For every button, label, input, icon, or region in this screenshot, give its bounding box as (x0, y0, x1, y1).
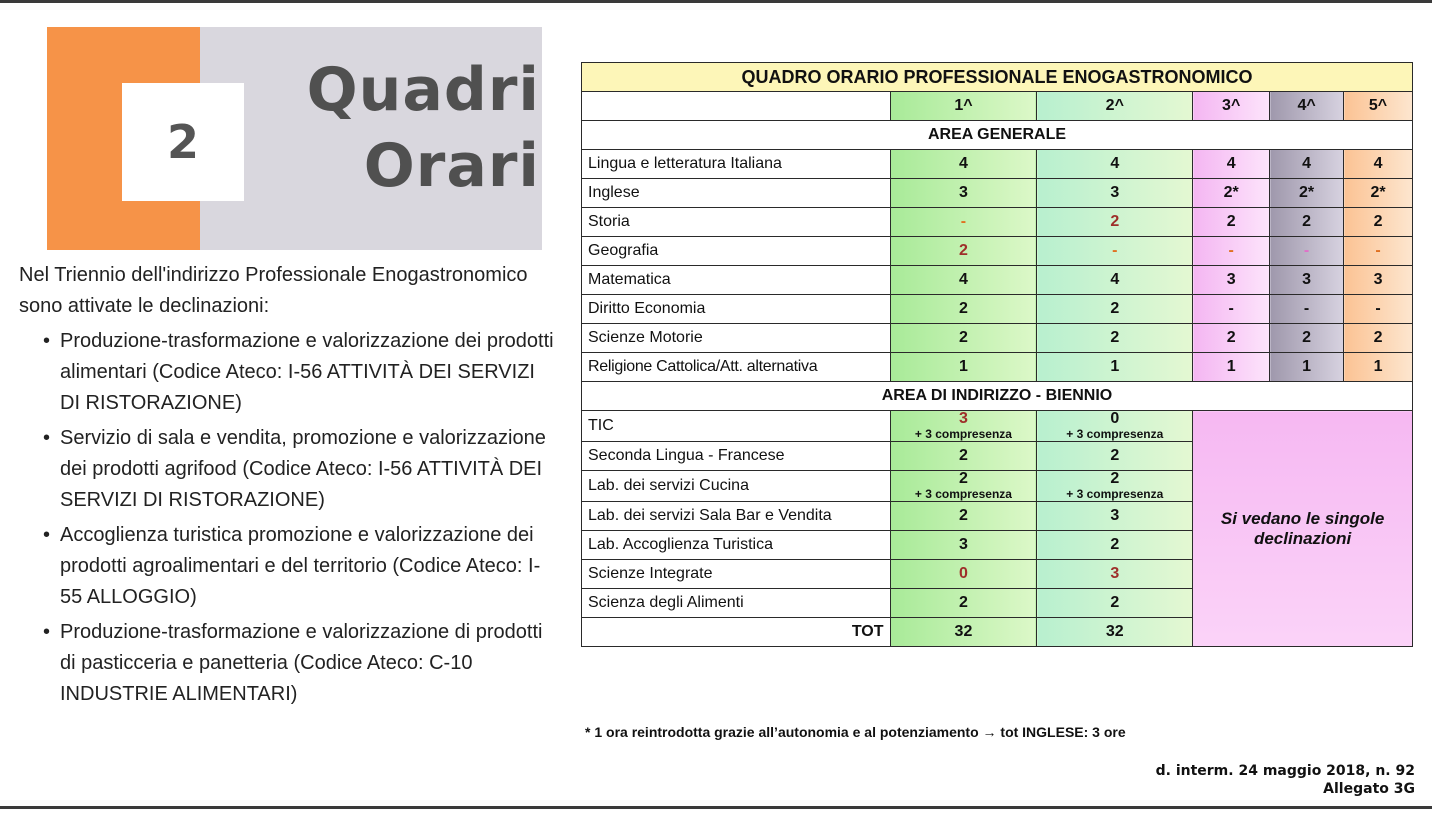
page-title (307, 52, 540, 204)
year-header-row (582, 92, 1413, 121)
hours-cell: 4 (890, 150, 1037, 179)
hours-cell (890, 411, 1037, 442)
compresenza-note: + 3 compresenza (914, 427, 1012, 441)
hours-cell (890, 471, 1037, 502)
hours-cell: 2 (890, 502, 1037, 531)
subject-cell: Scienza degli Alimenti (582, 589, 891, 618)
year-5-header: 5^ (1344, 92, 1413, 121)
intro-text: Nel Triennio dell'indirizzo Professionale Enogastronomico sono attivate le declinazioni: (19, 264, 528, 317)
subject-cell: Religione Cattolica/Att. alternativa (582, 353, 891, 382)
hours-value: 2 (1110, 470, 1120, 487)
hours-cell: 2 (1344, 324, 1413, 353)
hours-cell: 1 (1344, 353, 1413, 382)
footnote: * 1 ora reintrodotta grazie all’autonomia e al potenziamento → tot INGLESE: 3 ore (585, 724, 1126, 740)
declinazioni-note-line-1: Si vedano le singole (1220, 508, 1385, 528)
subject-cell: Scienze Motorie (582, 324, 891, 353)
section-indirizzo-label: AREA DI INDIRIZZO - BIENNIO (582, 382, 1413, 411)
subject-cell: Lab. Accoglienza Turistica (582, 531, 891, 560)
hours-cell: 2 (890, 324, 1037, 353)
hours-cell: 1 (1037, 353, 1193, 382)
hours-cell: - (1193, 237, 1270, 266)
table-row (582, 353, 1413, 382)
title-line-1: Quadri (306, 55, 540, 125)
subject-cell: Lab. dei servizi Cucina (582, 471, 891, 502)
declinazioni-list (40, 326, 560, 714)
hours-cell: 2 (1037, 442, 1193, 471)
list-item-text: Accoglienza turistica promozione e valorizzazione dei prodotti agroalimentari e del territorio (Codice Ateco: I-55 ALLOGGIO) (60, 524, 541, 608)
hours-cell: 2 (1193, 324, 1270, 353)
hours-cell: 0 (890, 560, 1037, 589)
hours-cell: 3 (890, 179, 1037, 208)
tot-cell: 32 (1037, 618, 1193, 647)
source-reference (1156, 762, 1415, 798)
hours-cell: - (1344, 237, 1413, 266)
top-rule (0, 0, 1432, 3)
subject-cell: TIC (582, 411, 891, 442)
hours-cell: - (1270, 295, 1344, 324)
hours-cell: 2 (1344, 208, 1413, 237)
hours-value: 2 (958, 470, 968, 487)
source-line-1: d. interm. 24 maggio 2018, n. 92 (1155, 763, 1415, 779)
table-row (582, 208, 1413, 237)
table-row (582, 266, 1413, 295)
year-1-header: 1^ (890, 92, 1037, 121)
bullet-icon: • (43, 330, 51, 352)
year-3-header: 3^ (1193, 92, 1270, 121)
list-item-text: Servizio di sala e vendita, promozione e valorizzazione dei prodotti agrifood (Codice Ateco: I-56 ATTIVITÀ DEI SERVIZI DI RISTORAZIONE) (60, 427, 546, 511)
list-item (40, 326, 560, 419)
table-row (582, 411, 1413, 442)
schedule-table (581, 62, 1413, 647)
section-number: 2 (122, 83, 244, 201)
hours-cell: 2 (1037, 324, 1193, 353)
source-line-2: Allegato 3G (1323, 781, 1415, 797)
subject-cell: Lingua e letteratura Italiana (582, 150, 891, 179)
hours-cell: 3 (1193, 266, 1270, 295)
year-4-header: 4^ (1270, 92, 1344, 121)
subject-cell: Matematica (582, 266, 891, 295)
compresenza-note: + 3 compresenza (1066, 427, 1164, 441)
compresenza-note: + 3 compresenza (914, 487, 1012, 501)
header-blank (582, 92, 891, 121)
hours-cell: 2 (1037, 589, 1193, 618)
table-title: QUADRO ORARIO PROFESSIONALE ENOGASTRONOMICO (582, 63, 1413, 92)
section-row (582, 121, 1413, 150)
table-row (582, 324, 1413, 353)
hours-cell: 2 (1037, 208, 1193, 237)
hours-cell: 4 (1270, 150, 1344, 179)
hours-cell: 2 (1037, 295, 1193, 324)
declinazioni-note (1193, 411, 1413, 647)
section-general-label: AREA GENERALE (582, 121, 1413, 150)
section-row (582, 382, 1413, 411)
list-item (40, 423, 560, 516)
subject-cell: Lab. dei servizi Sala Bar e Vendita (582, 502, 891, 531)
list-item-text: Produzione-trasformazione e valorizzazione dei prodotti alimentari (Codice Ateco: I-56 ATTIVITÀ DEI SERVIZI DI RISTORAZIONE) (60, 330, 554, 414)
subject-cell: Inglese (582, 179, 891, 208)
tot-label: TOT (582, 618, 891, 647)
year-2-header: 2^ (1037, 92, 1193, 121)
hours-cell: 2* (1193, 179, 1270, 208)
tot-cell: 32 (890, 618, 1037, 647)
hours-cell: - (1037, 237, 1193, 266)
subject-cell: Scienze Integrate (582, 560, 891, 589)
hours-cell: 3 (1037, 179, 1193, 208)
hours-cell: 2 (1037, 531, 1193, 560)
table-row (582, 295, 1413, 324)
hours-cell: 3 (1344, 266, 1413, 295)
list-item-text: Produzione-trasformazione e valorizzazione di prodotti di pasticceria e panetteria (Codice Ateco: C-10 INDUSTRIE ALIMENTARI) (60, 621, 543, 705)
hours-cell: 1 (1193, 353, 1270, 382)
hours-cell: 4 (890, 266, 1037, 295)
hours-cell: 2 (890, 589, 1037, 618)
hours-cell: 2* (1344, 179, 1413, 208)
hours-cell: 4 (1037, 150, 1193, 179)
subject-cell: Diritto Economia (582, 295, 891, 324)
hours-cell: 3 (1037, 560, 1193, 589)
bullet-icon: • (43, 427, 51, 449)
subject-cell: Storia (582, 208, 891, 237)
hours-cell (1037, 471, 1193, 502)
bullet-icon: • (43, 621, 51, 643)
title-line-2: Orari (363, 131, 540, 201)
hours-value: 0 (1110, 410, 1120, 427)
hours-cell: 2 (1270, 324, 1344, 353)
hours-cell: 3 (1037, 502, 1193, 531)
hours-cell: 2 (1270, 208, 1344, 237)
hours-value: 3 (958, 410, 968, 427)
hours-cell: 4 (1193, 150, 1270, 179)
compresenza-note: + 3 compresenza (1066, 487, 1164, 501)
hours-cell: 3 (1270, 266, 1344, 295)
subject-cell: Seconda Lingua - Francese (582, 442, 891, 471)
list-item (40, 617, 560, 710)
table-row (582, 179, 1413, 208)
table-title-row (582, 63, 1413, 92)
list-item (40, 520, 560, 613)
bottom-rule (0, 806, 1432, 809)
hours-cell (1037, 411, 1193, 442)
hours-cell: 2 (890, 295, 1037, 324)
hours-cell: - (1193, 295, 1270, 324)
hours-cell: 1 (1270, 353, 1344, 382)
hours-cell: 4 (1037, 266, 1193, 295)
declinazioni-note-line-2: declinazioni (1253, 528, 1352, 548)
hours-cell: - (1344, 295, 1413, 324)
hours-cell: 2 (890, 237, 1037, 266)
hours-cell: - (890, 208, 1037, 237)
subject-cell: Geografia (582, 237, 891, 266)
hours-cell: 3 (890, 531, 1037, 560)
table-row (582, 237, 1413, 266)
hours-cell: 4 (1344, 150, 1413, 179)
table-row (582, 150, 1413, 179)
hours-cell: 2 (1193, 208, 1270, 237)
hours-cell: 1 (890, 353, 1037, 382)
bullet-icon: • (43, 524, 51, 546)
hours-cell: - (1270, 237, 1344, 266)
hours-cell: 2* (1270, 179, 1344, 208)
hours-cell: 2 (890, 442, 1037, 471)
